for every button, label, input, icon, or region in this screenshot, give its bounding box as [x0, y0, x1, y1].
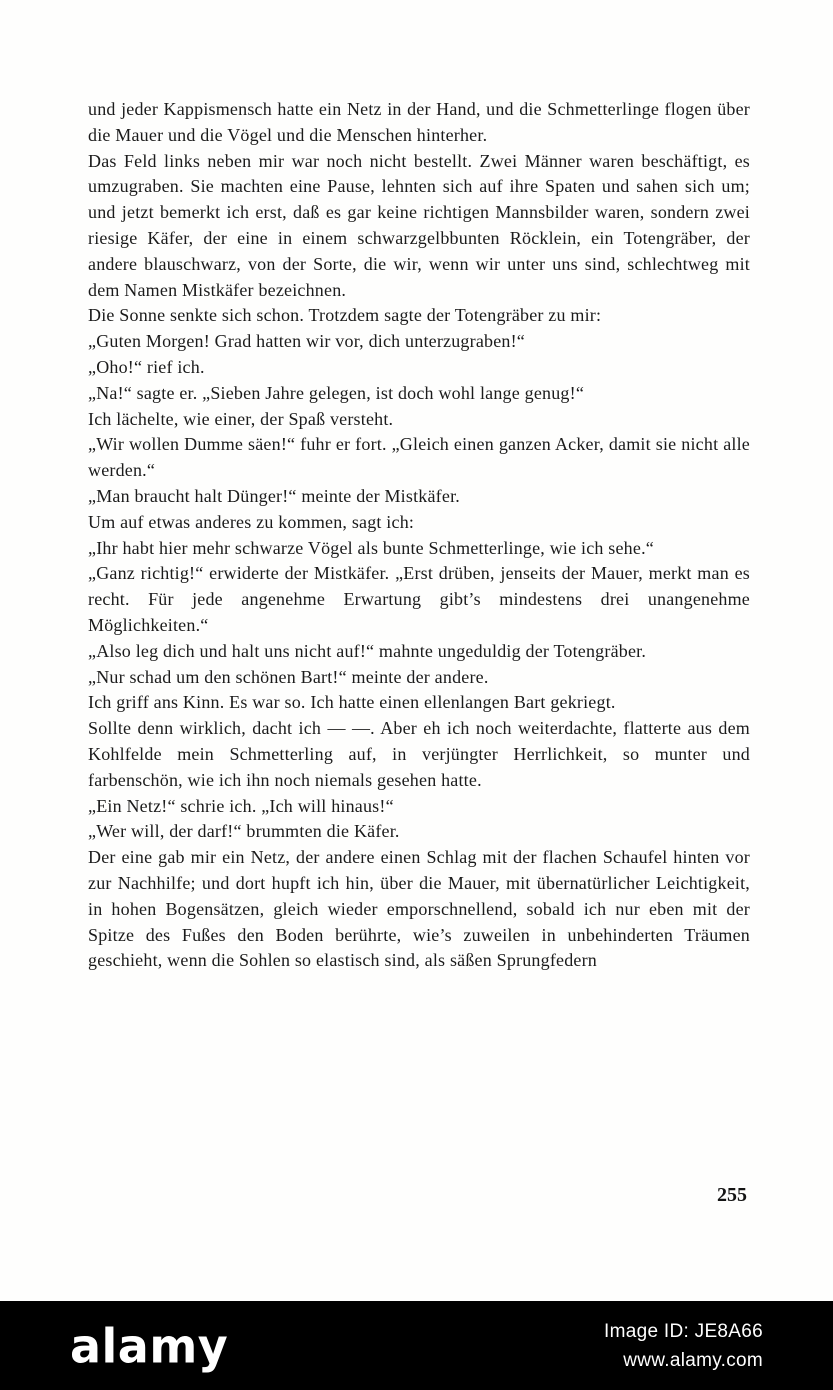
paragraph: Um auf etwas anderes zu kommen, sagt ich:: [88, 511, 415, 532]
paragraph: „Ganz richtig!“ erwiderte der Mistkäfer. „Erst drüben, jenseits der Mauer, merkt man es recht. Für jede angenehme Erwartung gibt’s mindestens drei unangenehme Möglichkeiten.“: [88, 563, 750, 635]
watermark-info: [604, 1317, 763, 1375]
paragraph: „Ein Netz!“ schrie ich. „Ich will hinaus!“: [88, 795, 394, 816]
paragraph: Sollte denn wirklich, dacht ich — —. Aber eh ich noch weiterdachte, flatterte aus dem Kohlfelde mein Schmetterling auf, in verjüngter Herrlichkeit, so munter und farbenschön, wie ich ihn noch niemals gesehen hatte.: [88, 718, 750, 790]
watermark-bar: [0, 1301, 833, 1390]
paragraph: Ich griff ans Kinn. Es war so. Ich hatte einen ellenlangen Bart gekriegt.: [88, 692, 616, 713]
paragraph: „Na!“ sagte er. „Sieben Jahre gelegen, ist doch wohl lange genug!“: [88, 382, 585, 403]
paragraph: „Man braucht halt Dünger!“ meinte der Mistkäfer.: [88, 485, 460, 506]
page-number: 255: [717, 1184, 747, 1206]
paragraph: „Wir wollen Dumme säen!“ fuhr er fort. „Gleich einen ganzen Acker, damit sie nicht alle werden.“: [88, 434, 750, 481]
paragraph: und jeder Kappismensch hatte ein Netz in der Hand, und die Schmetterlinge flogen über die Mauer und die Vögel und die Menschen hinterher.: [88, 99, 750, 145]
paragraph: „Wer will, der darf!“ brummten die Käfer.: [88, 821, 400, 842]
paragraph: Die Sonne senkte sich schon. Trotzdem sagte der Totengräber zu mir:: [88, 305, 602, 326]
alamy-logo: alamy: [70, 1317, 229, 1374]
paragraph: Das Feld links neben mir war noch nicht bestellt. Zwei Männer waren beschäftigt, es umzugraben. Sie machten eine Pause, lehnten sich auf ihre Spaten und sahen sich um; und jetzt bemerkt ich erst, daß es gar keine richtigen Mannsbilder waren, sondern zwei riesige Käfer, der eine in einem schwarzgelbbunten Röcklein, ein Totengräber, der andere blauschwarz, von der Sorte, die wir, wenn wir unter uns sind, schlechtweg mit dem Namen Mistkäfer bezeichnen.: [88, 150, 750, 300]
paragraph: Der eine gab mir ein Netz, der andere einen Schlag mit der flachen Schaufel hinten vor zur Nachhilfe; und dort hupft ich hin, über die Mauer, mit übernatürlicher Leichtigkeit, in hohen Bogensätzen, gleich wieder emporschnellend, sobald ich nur eben mit der Spitze des Fußes den Boden berührte, wie’s zuweilen in unbehinderten Träumen geschieht, wenn die Sohlen so elastisch sind, als säßen Sprungfedern: [88, 847, 750, 971]
paragraph: „Guten Morgen! Grad hatten wir vor, dich unterzugraben!“: [88, 331, 525, 352]
page-text: [88, 97, 750, 974]
paragraph: „Also leg dich und halt uns nicht auf!“ mahnte ungeduldig der Totengräber.: [88, 640, 647, 661]
paragraph: Ich lächelte, wie einer, der Spaß versteht.: [88, 408, 394, 429]
paragraph: „Ihr habt hier mehr schwarze Vögel als bunte Schmetterlinge, wie ich sehe.“: [88, 537, 654, 558]
alamy-url-label: www.alamy.com: [623, 1349, 763, 1371]
paragraph: „Oho!“ rief ich.: [88, 356, 205, 377]
paragraph: „Nur schad um den schönen Bart!“ meinte der andere.: [88, 666, 489, 687]
image-id-label: Image ID: JE8A66: [604, 1320, 763, 1342]
